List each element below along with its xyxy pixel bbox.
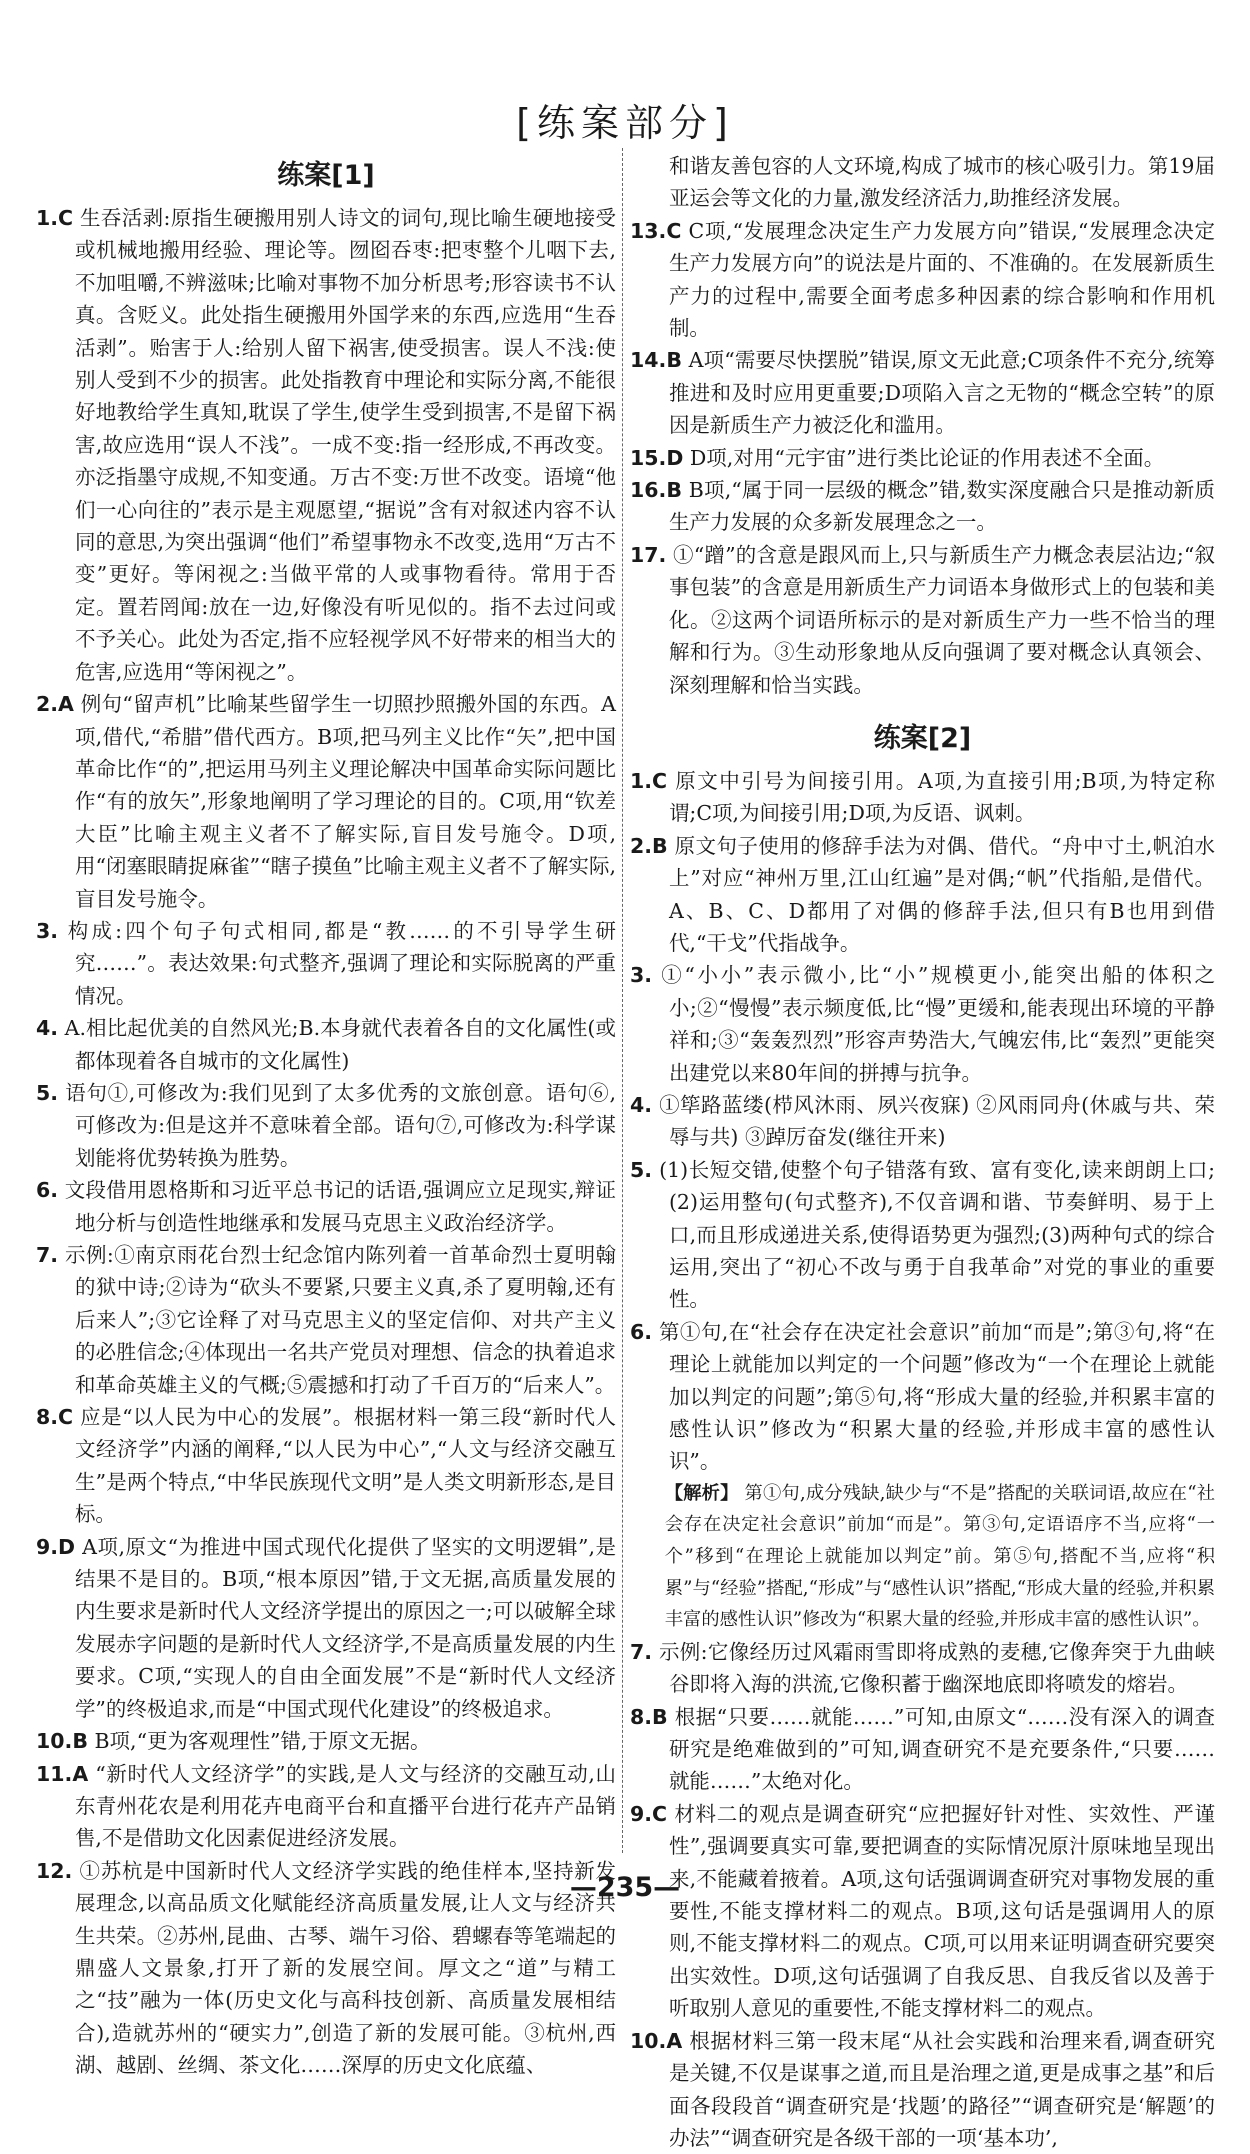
answer-item	[36, 1174, 616, 1239]
answer-number: 7.	[630, 1639, 653, 1664]
answer-text: 根据材料三第一段末尾“从社会实践和治理来看,调查研究是关键,不仅是谋事之道,而且是治理之道,更是成事之基”和后面各段段首“调查研究是‘找题’的路径”“调查研究是‘解题’的办法”“调查研究是各级干部的一项‘基本功’,	[668, 2028, 1215, 2150]
explanation-text: 第①句,成分残缺,缺少与“不是”搭配的关联词语,故应在“社会存在决定社会意识”前加“而是”。第③句,定语语序不当,应将“一个”移到“在理论上就能加以判定”前。第⑤句,搭配不当,应将“积累”与“经验”搭配,“形成”与“感性认识”搭配,“形成大量的经验,并积累丰富的感性认识”修改为“积累大量的经验,并形成丰富的感性认识”。	[664, 1482, 1216, 1631]
answer-number: 11.A	[36, 1761, 89, 1786]
answer-number: 3.	[630, 963, 653, 988]
answer-number: 2.B	[630, 833, 668, 858]
answer-text: 例句“留声机”比喻某些留学生一切照抄照搬外国的东西。A项,借代,“希腊”借代西方。B项,把马列主义比作“矢”,把中国革命比作“的”,把运用马列主义理论解决中国革命实际问题比作“有的放矢”,形象地阐明了学习理论的目的。C项,用“钦差大臣”比喻主观主义者不了解实际,盲目发号施令。D项,用“闭塞眼睛捉麻雀”“瞎子摸鱼”比喻主观主义者不了解实际,盲目发号施令。	[74, 692, 616, 911]
answer-text: C项,“发展理念决定生产力发展方向”错误,“发展理念决定生产力发展方向”的说法是片面的、不准确的。在发展新质生产力的过程中,需要全面考虑多种因素的综合影响和作用机制。	[668, 218, 1215, 341]
answer-text: 示例:它像经历过风霜雨雪即将成熟的麦穗,它像奔突于九曲峡谷即将入海的洪流,它像积蓄于幽深地底即将喷发的熔岩。	[658, 1639, 1215, 1697]
left-answer-list	[36, 202, 616, 2082]
answer-item	[630, 2025, 1215, 2154]
answer-text: A项“需要尽快摆脱”错误,原文无此意;C项条件不充分,统筹推进和及时应用更重要;D项陷入言之无物的“概念空转”的原因是新质生产力被泛化和滥用。	[668, 348, 1215, 438]
answer-number: 8.C	[36, 1405, 74, 1430]
answer-item	[630, 474, 1215, 539]
answer-item	[630, 1636, 1215, 1701]
answer-text: A.相比起优美的自然风光;B.本身就代表着各自的文化属性(或都体现着各自城市的文化属性)	[64, 1016, 616, 1073]
answer-item	[630, 344, 1215, 441]
answer-text: 材料二的观点是调查研究“应把握好针对性、实效性、严谨性”,强调要真实可靠,要把调查的实际情况原汁原味地呈现出来,不能藏着掖着。A项,这句话强调调查研究对事物发展的重要性,不能支撑材料二的观点。B项,这句话是强调用人的原则,不能支撑材料二的观点。C项,可以用来证明调查研究要突出实效性。D项,这句话强调了自我反思、自我反省以及善于听取别人意见的重要性,不能支撑材料二的观点。	[668, 1801, 1215, 2021]
left-column	[36, 150, 616, 2082]
answer-item	[630, 1701, 1215, 1798]
section-title-1: 练案[1]	[277, 160, 375, 191]
answer-item	[630, 539, 1215, 701]
answer-item	[36, 1758, 616, 1855]
answer-text: A项,原文“为推进中国式现代化提供了坚实的文明逻辑”,是结果不是目的。B项,“根本原因”错,于文无据,高质量发展的内生要求是新时代人文经济学提出的原因之一;可以破解全球发展赤字问题的是新时代人文经济学,不是高质量发展的内生要求。C项,“实现人的自由全面发展”不是“新时代人文经济学”的终极追求,而是“中国式现代化建设”的终极追求。	[74, 1534, 616, 1721]
answer-item	[630, 1798, 1215, 2025]
answer-item	[36, 1725, 616, 1757]
answer-number: 14.B	[630, 348, 682, 373]
answer-text: 原文中引号为间接引用。A项,为直接引用;B项,为特定称谓;C项,为间接引用;D项,为反语、讽刺。	[668, 768, 1215, 826]
answer-text: 语句①,可修改为:我们见到了太多优秀的文旅创意。语句⑥,可修改为:但是这并不意味着全部。语句⑦,可修改为:科学谋划能将优势转换为胜势。	[65, 1080, 616, 1170]
answer-item	[630, 150, 1215, 215]
answer-text: ①苏杭是中国新时代人文经济学实践的绝佳样本,坚持新发展理念,以高品质文化赋能经济高质量发展,让人文与经济共生共荣。②苏州,昆曲、古琴、端午习俗、碧螺春等笔端起的鼎盛人文景象,打开了新的发展空间。厚文之“道”与精工之“技”融为一体(历史文化与高科技创新、高质量发展相结合),造就苏州的“硬实力”,创造了新的发展可能。③杭州,西湖、越剧、丝绸、茶文化……深厚的历史文化底蕴、	[74, 1858, 616, 2078]
answer-number: 9.D	[36, 1534, 76, 1559]
answer-item	[630, 959, 1215, 1089]
answer-number: 4.	[630, 1092, 653, 1117]
answer-text: 和谐友善包容的人文环境,构成了城市的核心吸引力。第19届亚运会等文化的力量,激发经济活力,助推经济发展。	[668, 154, 1215, 211]
right-answer-list-2	[630, 765, 1215, 1478]
answer-item	[630, 215, 1215, 345]
right-answer-list-1	[630, 150, 1215, 701]
answer-item	[36, 1077, 616, 1174]
answer-text: ①筚路蓝缕(栉风沐雨、夙兴夜寐) ②风雨同舟(休戚与共、荣辱与共) ③踔厉奋发(继往开来)	[659, 1092, 1215, 1150]
explanation-tag: 【解析】	[664, 1482, 739, 1504]
answer-item	[36, 915, 616, 1012]
answer-item	[36, 688, 616, 915]
answer-number: 5.	[630, 1157, 653, 1182]
answer-number: 3.	[36, 918, 59, 943]
answer-number: 6.	[630, 1319, 653, 1344]
answer-item	[36, 1239, 616, 1401]
answer-number: 6.	[36, 1178, 59, 1203]
answer-number: 12.	[36, 1858, 73, 1883]
answer-item	[36, 1012, 616, 1077]
section-title-2: 练案[2]	[873, 722, 972, 754]
answer-item	[630, 1316, 1215, 1478]
answer-text: 应是“以人民为中心的发展”。根据材料一第三段“新时代人文经济学”内涵的阐释,“以人民为中心”,“人文与经济交融互生”是两个特点,“中华民族现代文明”是人类文明新形态,是目标。	[74, 1405, 616, 1527]
page-title: [练案部分]	[516, 101, 734, 145]
answer-number: 15.D	[630, 445, 684, 470]
answer-number: 5.	[36, 1080, 59, 1105]
answer-text: B项,“属于同一层级的概念”错,数实深度融合只是推动新质生产力发展的众多新发展理念之一。	[668, 478, 1215, 535]
answer-number: 16.B	[630, 478, 682, 503]
answer-text: ①“小小”表示微小,比“小”规模更小,能突出船的体积之小;②“慢慢”表示频度低,比“慢”更缓和,能表现出环境的平静祥和;③“轰轰烈烈”形容声势浩大,气魄宏伟,比“轰烈”更能突出建党以来80年间的拼搏与抗争。	[661, 963, 1215, 1085]
answer-text: 第①句,在“社会存在决定社会意识”前加“而是”;第③句,将“在理论上就能加以判定的一个问题”修改为“一个在理论上就能加以判定的问题”;第⑤句,将“形成大量的经验,并积累丰富的感性认识”修改为“积累大量的经验,并形成丰富的感性认识”。	[659, 1319, 1215, 1474]
answer-text: ①“蹭”的含意是跟风而上,只与新质生产力概念表层沾边;“叙事包装”的含意是用新质生产力词语本身做形式上的包装和美化。②这两个词语所标示的是对新质生产力一些不恰当的理解和行为。③生动形象地从反向强调了要对概念认真领会、深刻理解和恰当实践。	[668, 542, 1215, 697]
answer-text: 示例:①南京雨花台烈士纪念馆内陈列着一首革命烈士夏明翰的狱中诗;②诗为“砍头不要紧,只要主义真,杀了夏明翰,还有后来人”;③它诠释了对马克思主义的坚定信仰、对共产主义的必胜信念;④体现出一名共产党员对理想、信念的执着追求和革命英雄主义的气概;⑤震撼和打动了千百万的“后来人”。	[65, 1243, 616, 1397]
answer-item	[630, 1154, 1215, 1316]
answer-number: 13.C	[630, 218, 682, 243]
answer-number: 1.C	[630, 768, 668, 793]
answer-item	[36, 202, 616, 688]
answer-number: 9.C	[630, 1801, 668, 1826]
page-number: —235—	[569, 1872, 681, 1903]
answer-item	[630, 765, 1215, 830]
answer-text: (1)长短交错,使整个句子错落有致、富有变化,读来朗朗上口;(2)运用整句(句式整齐),不仅音调和谐、节奏鲜明、易于上口,而且形成递进关系,使得语势更为强烈;(3)两种句式的综合运用,突出了“初心不改与勇于自我革命”对党的事业的重要性。	[659, 1157, 1215, 1312]
answer-text: B项,“更为客观理性”错,于原文无据。	[94, 1729, 431, 1754]
answer-item	[36, 1531, 616, 1725]
answer-text: 根据“只要……就能……”可知,由原文“……没有深入的调查研究是绝难做到的”可知,调查研究不是充要条件,“只要……就能……”太绝对化。	[668, 1704, 1215, 1794]
column-divider	[622, 148, 623, 1853]
answer-item	[630, 442, 1215, 474]
explanation-block	[630, 1478, 1215, 1636]
answer-number: 1.C	[36, 206, 74, 230]
answer-item	[36, 1401, 616, 1531]
answer-number: 10.B	[36, 1729, 88, 1754]
answer-text: 构成:四个句子句式相同,都是“教……的不引导学生研究……”。表达效果:句式整齐,强调了理论和实际脱离的严重情况。	[67, 918, 616, 1008]
answer-text: 原文句子使用的修辞手法为对偶、借代。“舟中寸土,帆泊水上”对应“神州万里,江山红遍”是对偶;“帆”代指船,是借代。A、B、C、D都用了对偶的修辞手法,但只有B也用到借代,“干戈”代指战争。	[668, 833, 1215, 955]
answer-number: 4.	[36, 1016, 59, 1041]
answer-item	[630, 830, 1215, 960]
answer-number: 17.	[630, 542, 667, 567]
answer-text: 文段借用恩格斯和习近平总书记的话语,强调应立足现实,辩证地分析与创造性地继承和发展马克思主义政治经济学。	[64, 1178, 616, 1235]
right-column	[630, 150, 1215, 2154]
answer-number: 10.A	[630, 2028, 683, 2053]
answer-item	[630, 1089, 1215, 1154]
answer-text: D项,对用“元宇宙”进行类比论证的作用表述不全面。	[689, 445, 1165, 470]
answer-number: 8.B	[630, 1704, 668, 1729]
answer-number: 2.A	[36, 692, 74, 717]
answer-number: 7.	[36, 1243, 59, 1267]
answer-text: 生吞活剥:原指生硬搬用别人诗文的词句,现比喻生硬地接受或机械地搬用经验、理论等。囫囵吞枣:把枣整个儿咽下去,不加咀嚼,不辨滋味;比喻对事物不加分析思考;形容读书不认真。含贬义。此处指生硬搬用外国学来的东西,应选用“生吞活剥”。贻害于人:给别人留下祸害,使受损害。误人不浅:使别人受到不少的损害。此处指教育中理论和实际分离,不能很好地教给学生真知,耽误了学生,使学生受到损害,不是留下祸害,故应选用“误人不浅”。一成不变:指一经形成,不再改变。亦泛指墨守成规,不知变通。万古不变:万世不改变。语境“他们一心向往的”表示是主观愿望,“据说”含有对叙述内容不认同的意思,为突出强调“他们”希望事物永不改变,选用“万古不变”更好。等闲视之:当做平常的人或事物看待。常用于否定。置若罔闻:放在一边,好像没有听见似的。指不去过问或不予关心。此处为否定,指不应轻视学风不好带来的相当大的危害,应选用“等闲视之”。	[74, 206, 616, 684]
answer-text: “新时代人文经济学”的实践,是人文与经济的交融互动,山东青州花农是利用花卉电商平台和直播平台进行花卉产品销售,不是借助文化因素促进经济发展。	[74, 1761, 616, 1851]
